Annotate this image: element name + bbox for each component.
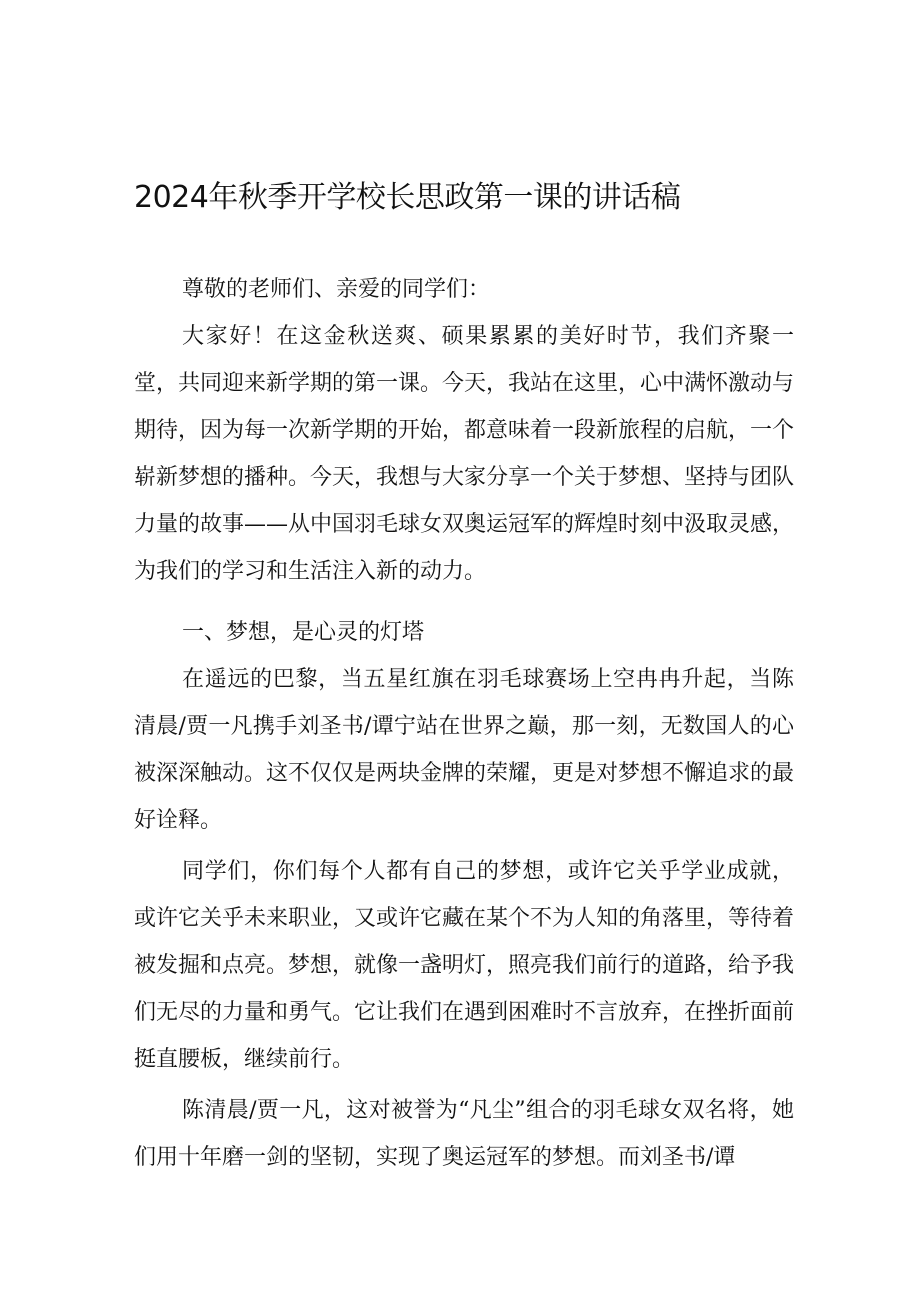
paragraph-dreams: 同学们，你们每个人都有自己的梦想，或许它关乎学业成就，或许它关乎未来职业，又或许它藏在某个不为人知的角落里，等待着被发掘和点亮。梦想，就像一盏明灯，照亮我们前行的道路，给予我们无尽的力量和勇气。它让我们在遇到困难时不言放弃，在挫折面前挺直腰板，继续前行。	[134, 859, 795, 1072]
section-heading: 一、梦想，是心灵的灯塔	[182, 620, 425, 645]
salutation: 尊敬的老师们、亲爱的同学们：	[182, 277, 491, 302]
paragraph-paris: 在遥远的巴黎，当五星红旗在羽毛球赛场上空冉冉升起，当陈清晨/贾一凡携手刘圣书/谭宁站在世界之巅，那一刻，无数国人的心被深深触动。这不仅仅是两块金牌的荣耀，更是对梦想不懈追求的最好诠释。	[134, 667, 795, 833]
paragraph-opening: 大家好！在这金秋送爽、硕果累累的美好时节，我们齐聚一堂，共同迎来新学期的第一课。今天，我站在这里，心中满怀激动与期待，因为每一次新学期的开始，都意味着一段新旅程的启航，一个崭新梦想的播种。今天，我想与大家分享一个关于梦想、坚持与团队力量的故事——从中国羽毛球女双奥运冠军的辉煌时刻中汲取灵感，为我们的学习和生活注入新的动力。	[134, 324, 795, 584]
paragraph-champions: 陈清晨/贾一凡，这对被誉为“凡尘”组合的羽毛球女双名将，她们用十年磨一剑的坚韧，实现了奥运冠军的梦想。而刘圣书/谭	[134, 1098, 794, 1170]
document-title: 2024年秋季开学校长思政第一课的讲话稿	[134, 180, 681, 215]
